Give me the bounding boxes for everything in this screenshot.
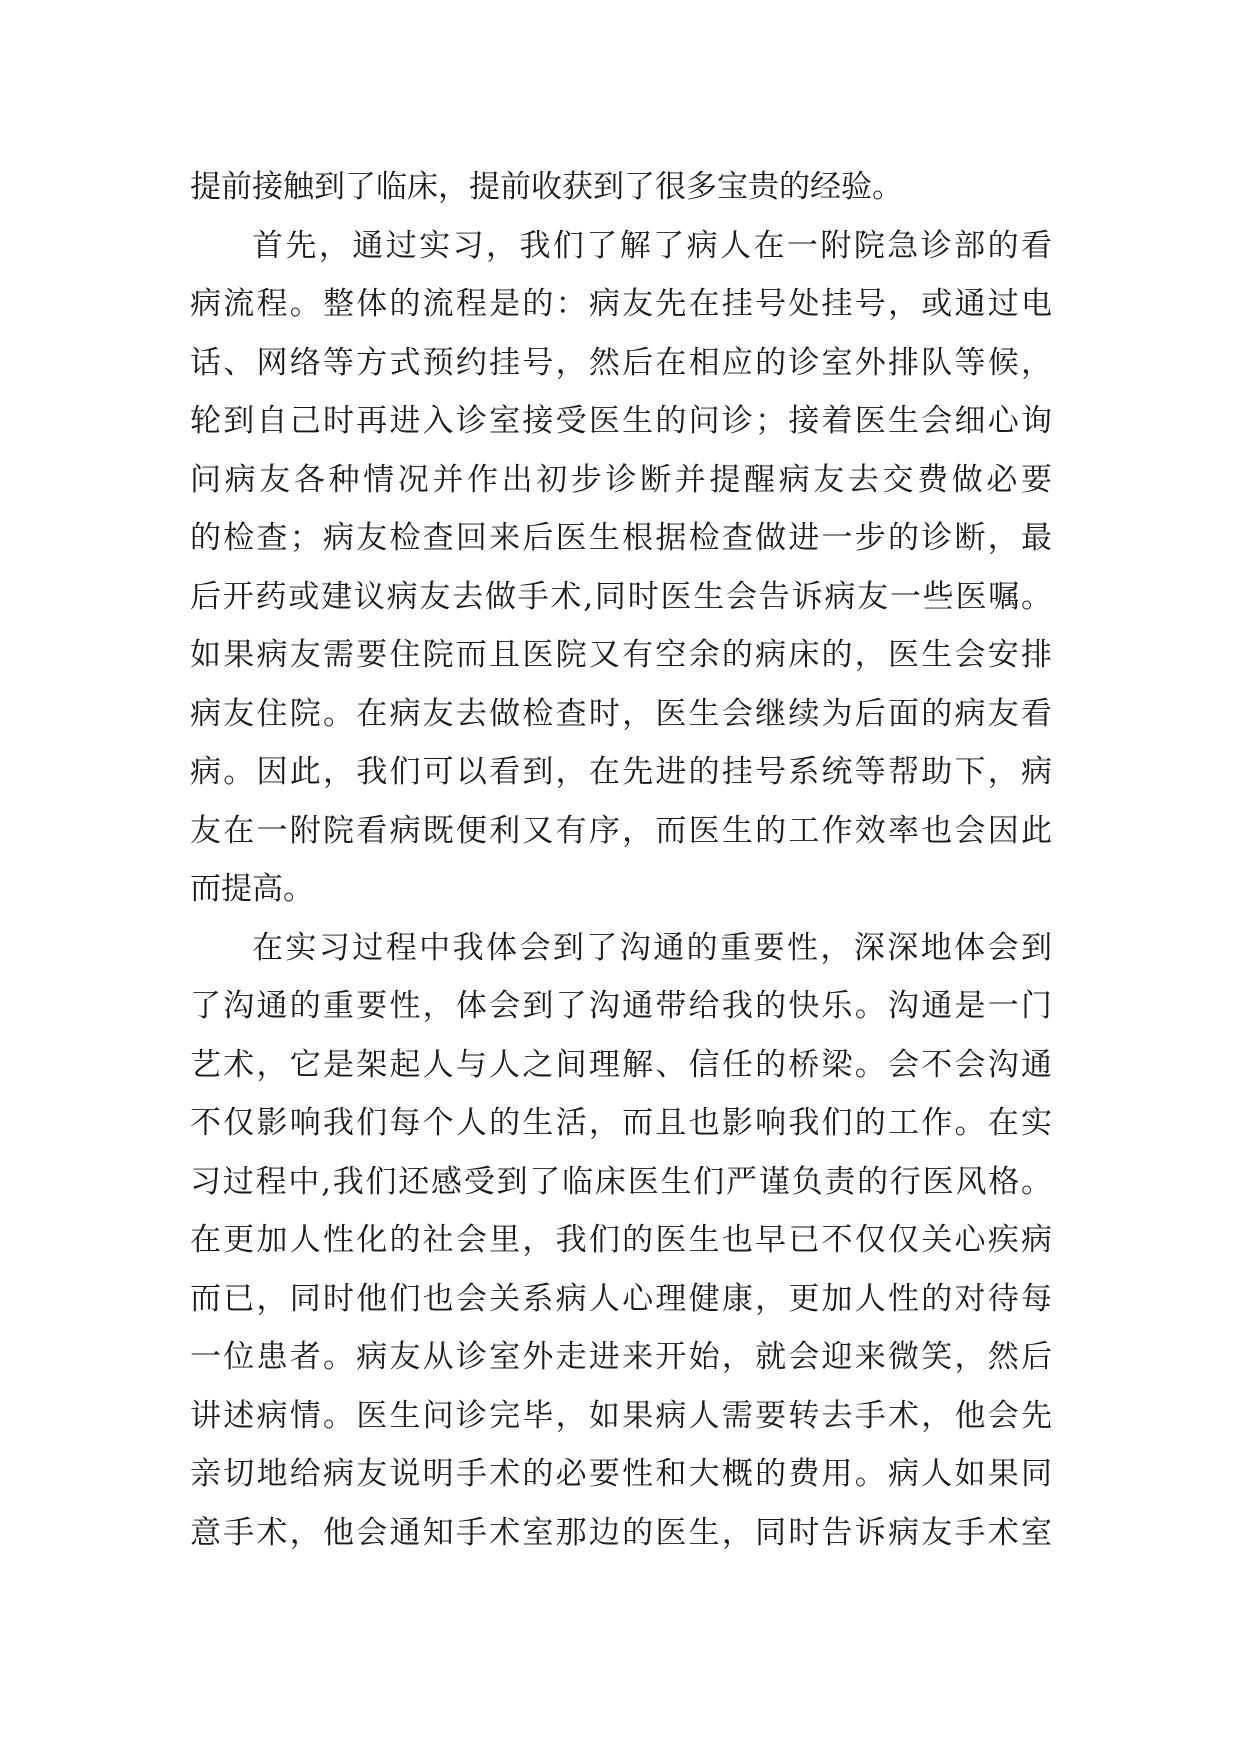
text-line: 问病友各种情况并作出初步诊断并提醒病友去交费做必要	[190, 461, 1052, 498]
text-line: 不仅影响我们每个人的生活，而且也影响我们的工作。在实	[190, 1105, 1052, 1141]
text-line: 病。因此，我们可以看到，在先进的挂号系统等帮助下，病	[190, 754, 1052, 790]
paragraph-first-line: 在实习过程中我体会到了沟通的重要性，深深地体会到	[252, 929, 1052, 966]
text-line: 一位患者。病友从诊室外走进来开始，就会迎来微笑，然后	[190, 1339, 1052, 1375]
text-line: 艺术，它是架起人与人之间理解、信任的桥梁。会不会沟通	[190, 1046, 1052, 1083]
text-line: 轮到自己时再进入诊室接受医生的问诊；接着医生会细心询	[190, 403, 1052, 439]
text-line: 亲切地给病友说明手术的必要性和大概的费用。病人如果同	[190, 1456, 1052, 1492]
text-line: 后开药或建议病友去做手术,同时医生会告诉病友一些医嘱。	[190, 578, 1052, 615]
text-line: 友在一附院看病既便利又有序，而医生的工作效率也会因此	[190, 812, 1052, 849]
text-line: 病流程。整体的流程是的：病友先在挂号处挂号，或通过电	[190, 286, 1052, 322]
text-line: 而提高。	[190, 871, 314, 907]
text-line: 意手术，他会通知手术室那边的医生，同时告诉病友手术室	[190, 1514, 1052, 1551]
text-line: 而已，同时他们也会关系病人心理健康，更加人性的对待每	[190, 1280, 1052, 1317]
text-line: 讲述病情。医生问诊完毕，如果病人需要转去手术，他会先	[190, 1397, 1052, 1434]
paragraph-first-line: 首先，通过实习，我们了解了病人在一附院急诊部的看	[252, 227, 1052, 264]
text-line: 的检查；病友检查回来后医生根据检查做进一步的诊断，最	[190, 520, 1052, 556]
text-line: 病友住院。在病友去做检查时，医生会继续为后面的病友看	[190, 695, 1052, 732]
text-line: 在更加人性化的社会里，我们的医生也早已不仅仅关心疾病	[190, 1222, 1052, 1258]
body-text	[190, 158, 1052, 1562]
text-line: 习过程中,我们还感受到了临床医生们严谨负责的行医风格。	[190, 1163, 1052, 1200]
text-line: 了沟通的重要性，体会到了沟通带给我的快乐。沟通是一门	[190, 988, 1052, 1024]
text-line: 如果病友需要住院而且医院又有空余的病床的，医生会安排	[190, 637, 1052, 673]
text-line: 话、网络等方式预约挂号，然后在相应的诊室外排队等候，	[190, 344, 1052, 381]
text-line: 提前接触到了临床，提前收获到了很多宝贵的经验。	[190, 169, 903, 205]
